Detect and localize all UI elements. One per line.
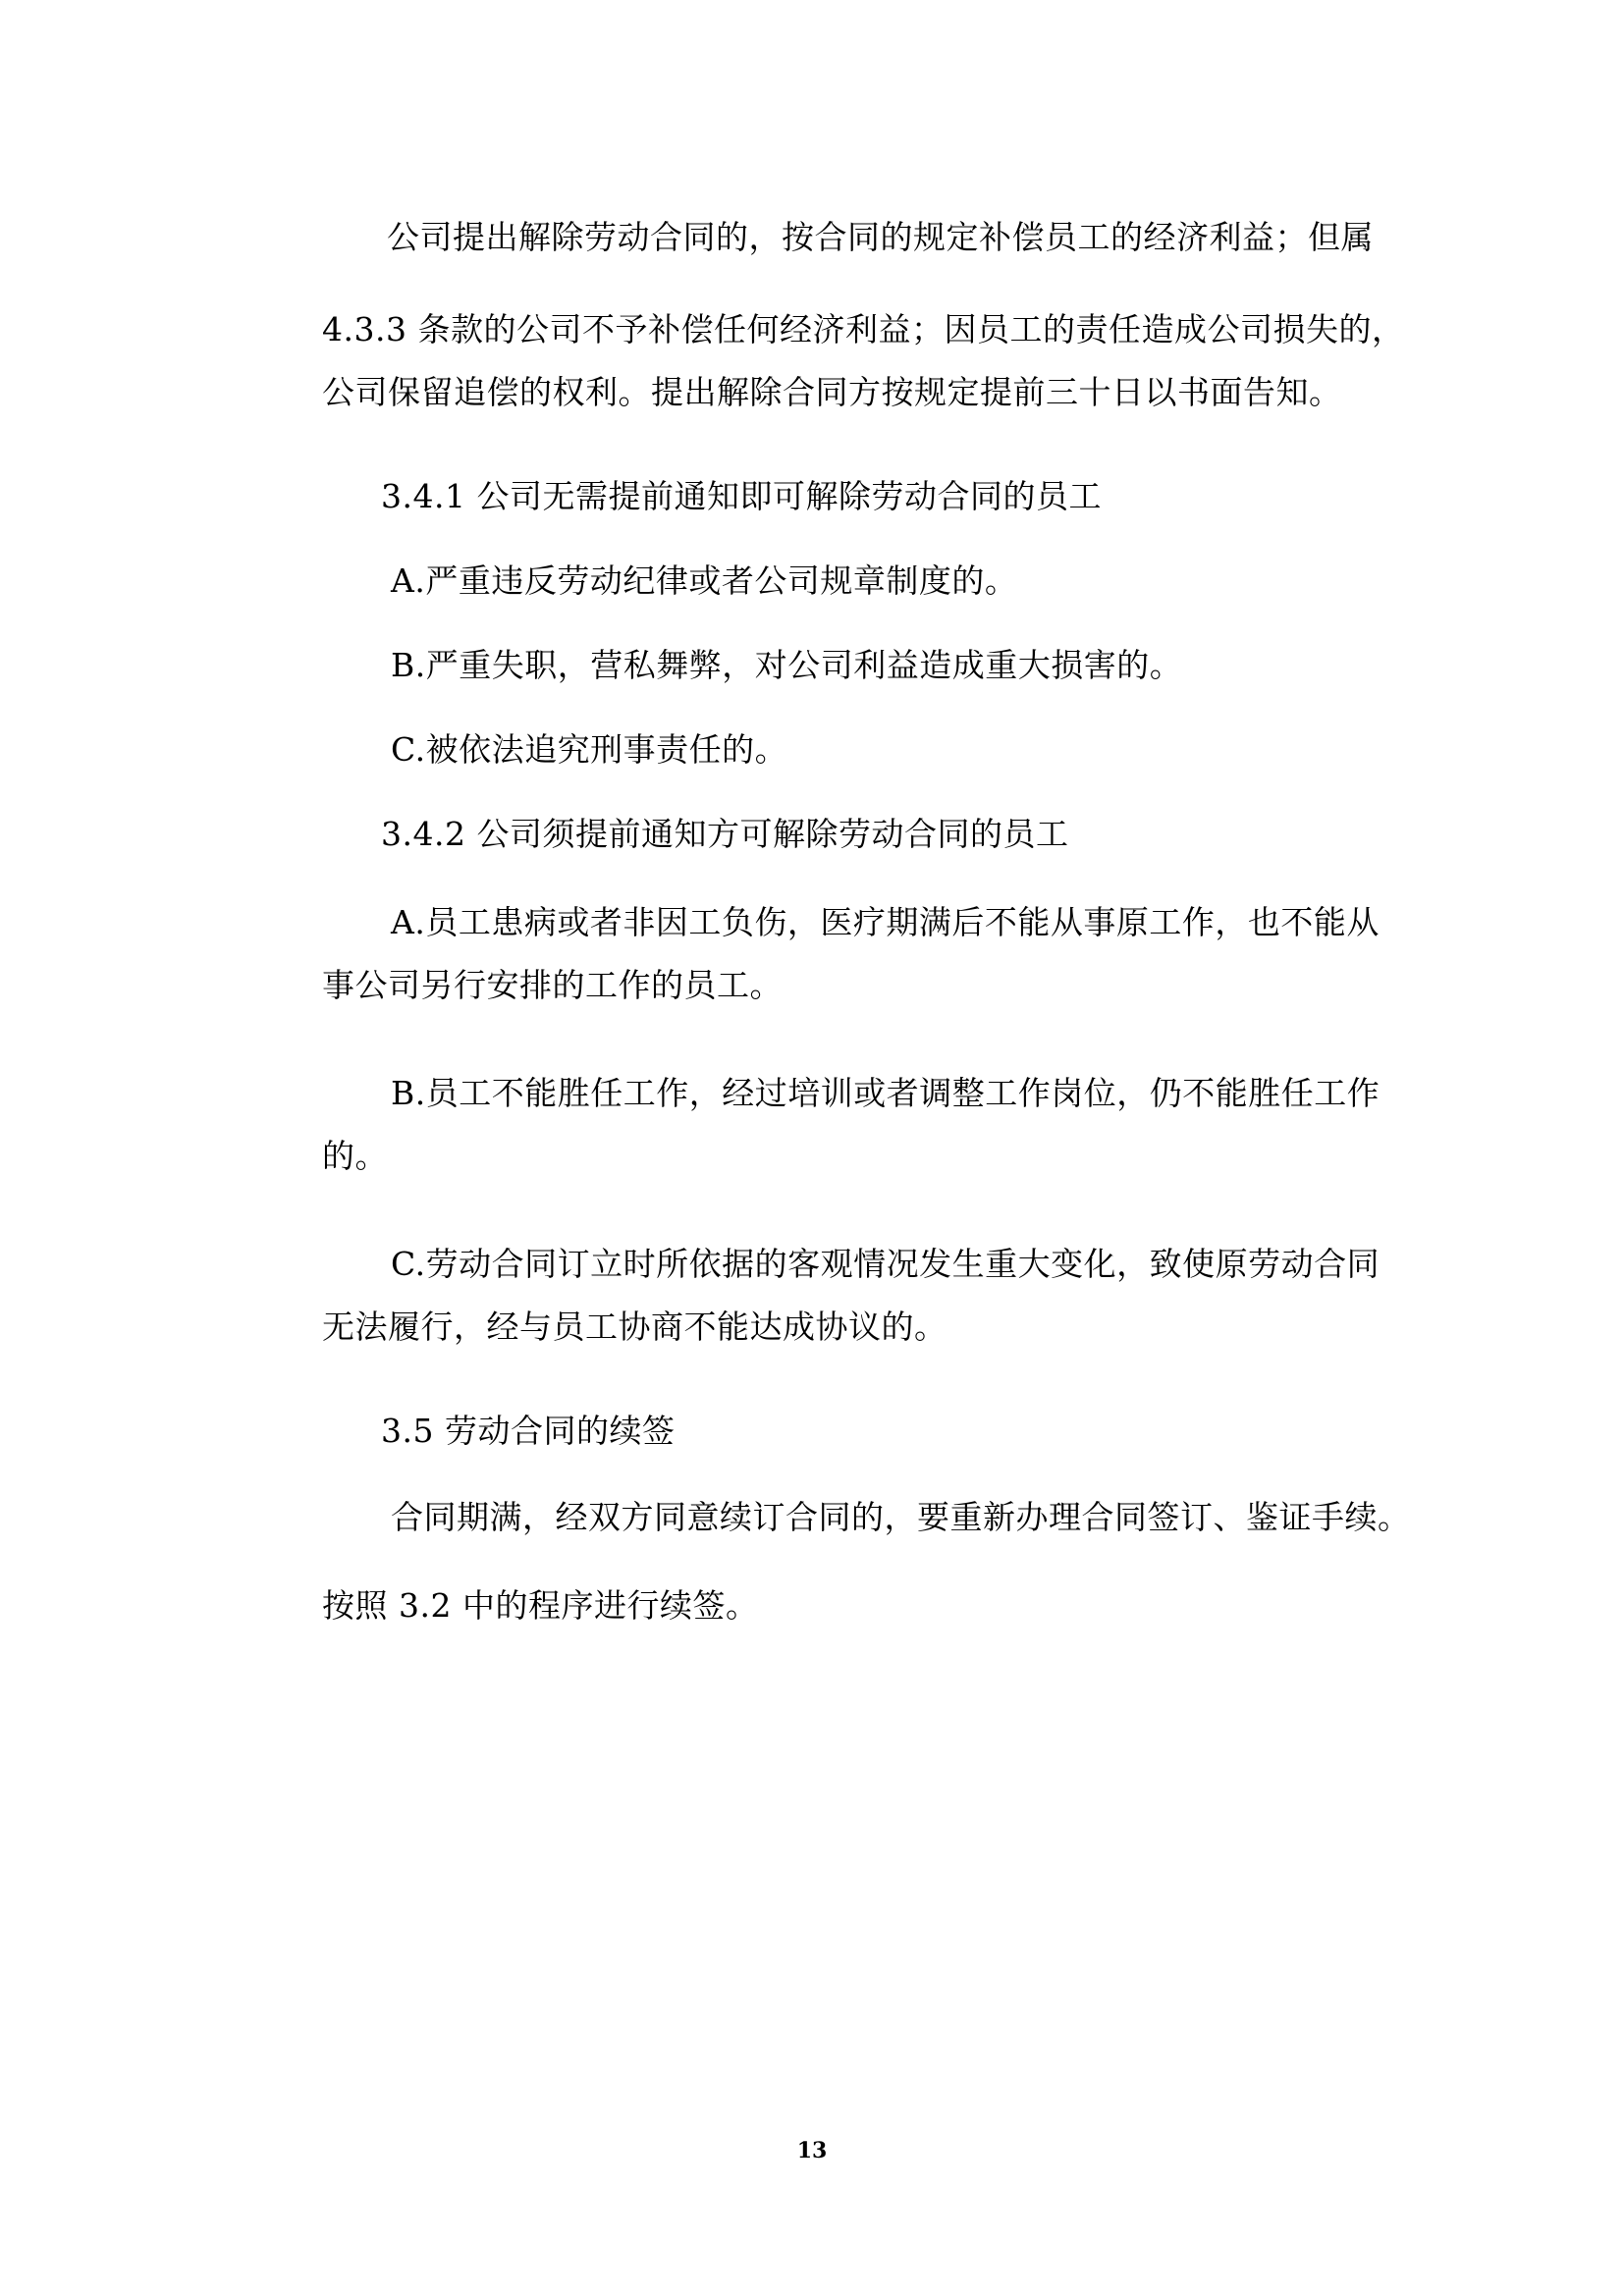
item-3-4-1-c: C.被依法追究刑事责任的。 xyxy=(391,730,788,769)
section-heading-3-5: 3.5 劳动合同的续签 xyxy=(381,1412,676,1450)
item-3-4-2-a-line-1: A.员工患病或者非因工负伤，医疗期满后不能从事原工作，也不能从 xyxy=(391,903,1380,941)
item-3-4-2-b-line-2: 的。 xyxy=(322,1137,388,1175)
item-3-4-2-c-line-1: C.劳动合同订立时所依据的客观情况发生重大变化，致使原劳动合同 xyxy=(391,1245,1380,1283)
paragraph-3-5-line-1: 合同期满，经双方同意续订合同的，要重新办理合同签订、鉴证手续。 xyxy=(391,1498,1411,1536)
paragraph-1-line-3: 公司保留追偿的权利。提出解除合同方按规定提前三十日以书面告知。 xyxy=(322,373,1342,411)
item-3-4-2-b-line-1: B.员工不能胜任工作，经过培训或者调整工作岗位，仍不能胜任工作 xyxy=(391,1074,1380,1112)
paragraph-1-line-2: 4.3.3 条款的公司不予补偿任何经济利益；因员工的责任造成公司损失的， xyxy=(322,310,1405,348)
item-3-4-1-b: B.严重失职，营私舞弊，对公司利益造成重大损害的。 xyxy=(391,646,1183,684)
section-heading-3-4-1: 3.4.1 公司无需提前通知即可解除劳动合同的员工 xyxy=(381,477,1102,515)
section-heading-3-4-2: 3.4.2 公司须提前通知方可解除劳动合同的员工 xyxy=(381,815,1069,853)
page-number: 13 xyxy=(796,2138,828,2163)
item-3-4-2-c-line-2: 无法履行，经与员工协商不能达成协议的。 xyxy=(322,1308,947,1346)
item-3-4-1-a: A.严重违反劳动纪律或者公司规章制度的。 xyxy=(391,561,1018,600)
paragraph-1-line-1: 公司提出解除劳动合同的，按合同的规定补偿员工的经济利益；但属 xyxy=(387,218,1374,256)
paragraph-3-5-line-2: 按照 3.2 中的程序进行续签。 xyxy=(322,1586,759,1625)
item-3-4-2-a-line-2: 事公司另行安排的工作的员工。 xyxy=(322,966,783,1004)
